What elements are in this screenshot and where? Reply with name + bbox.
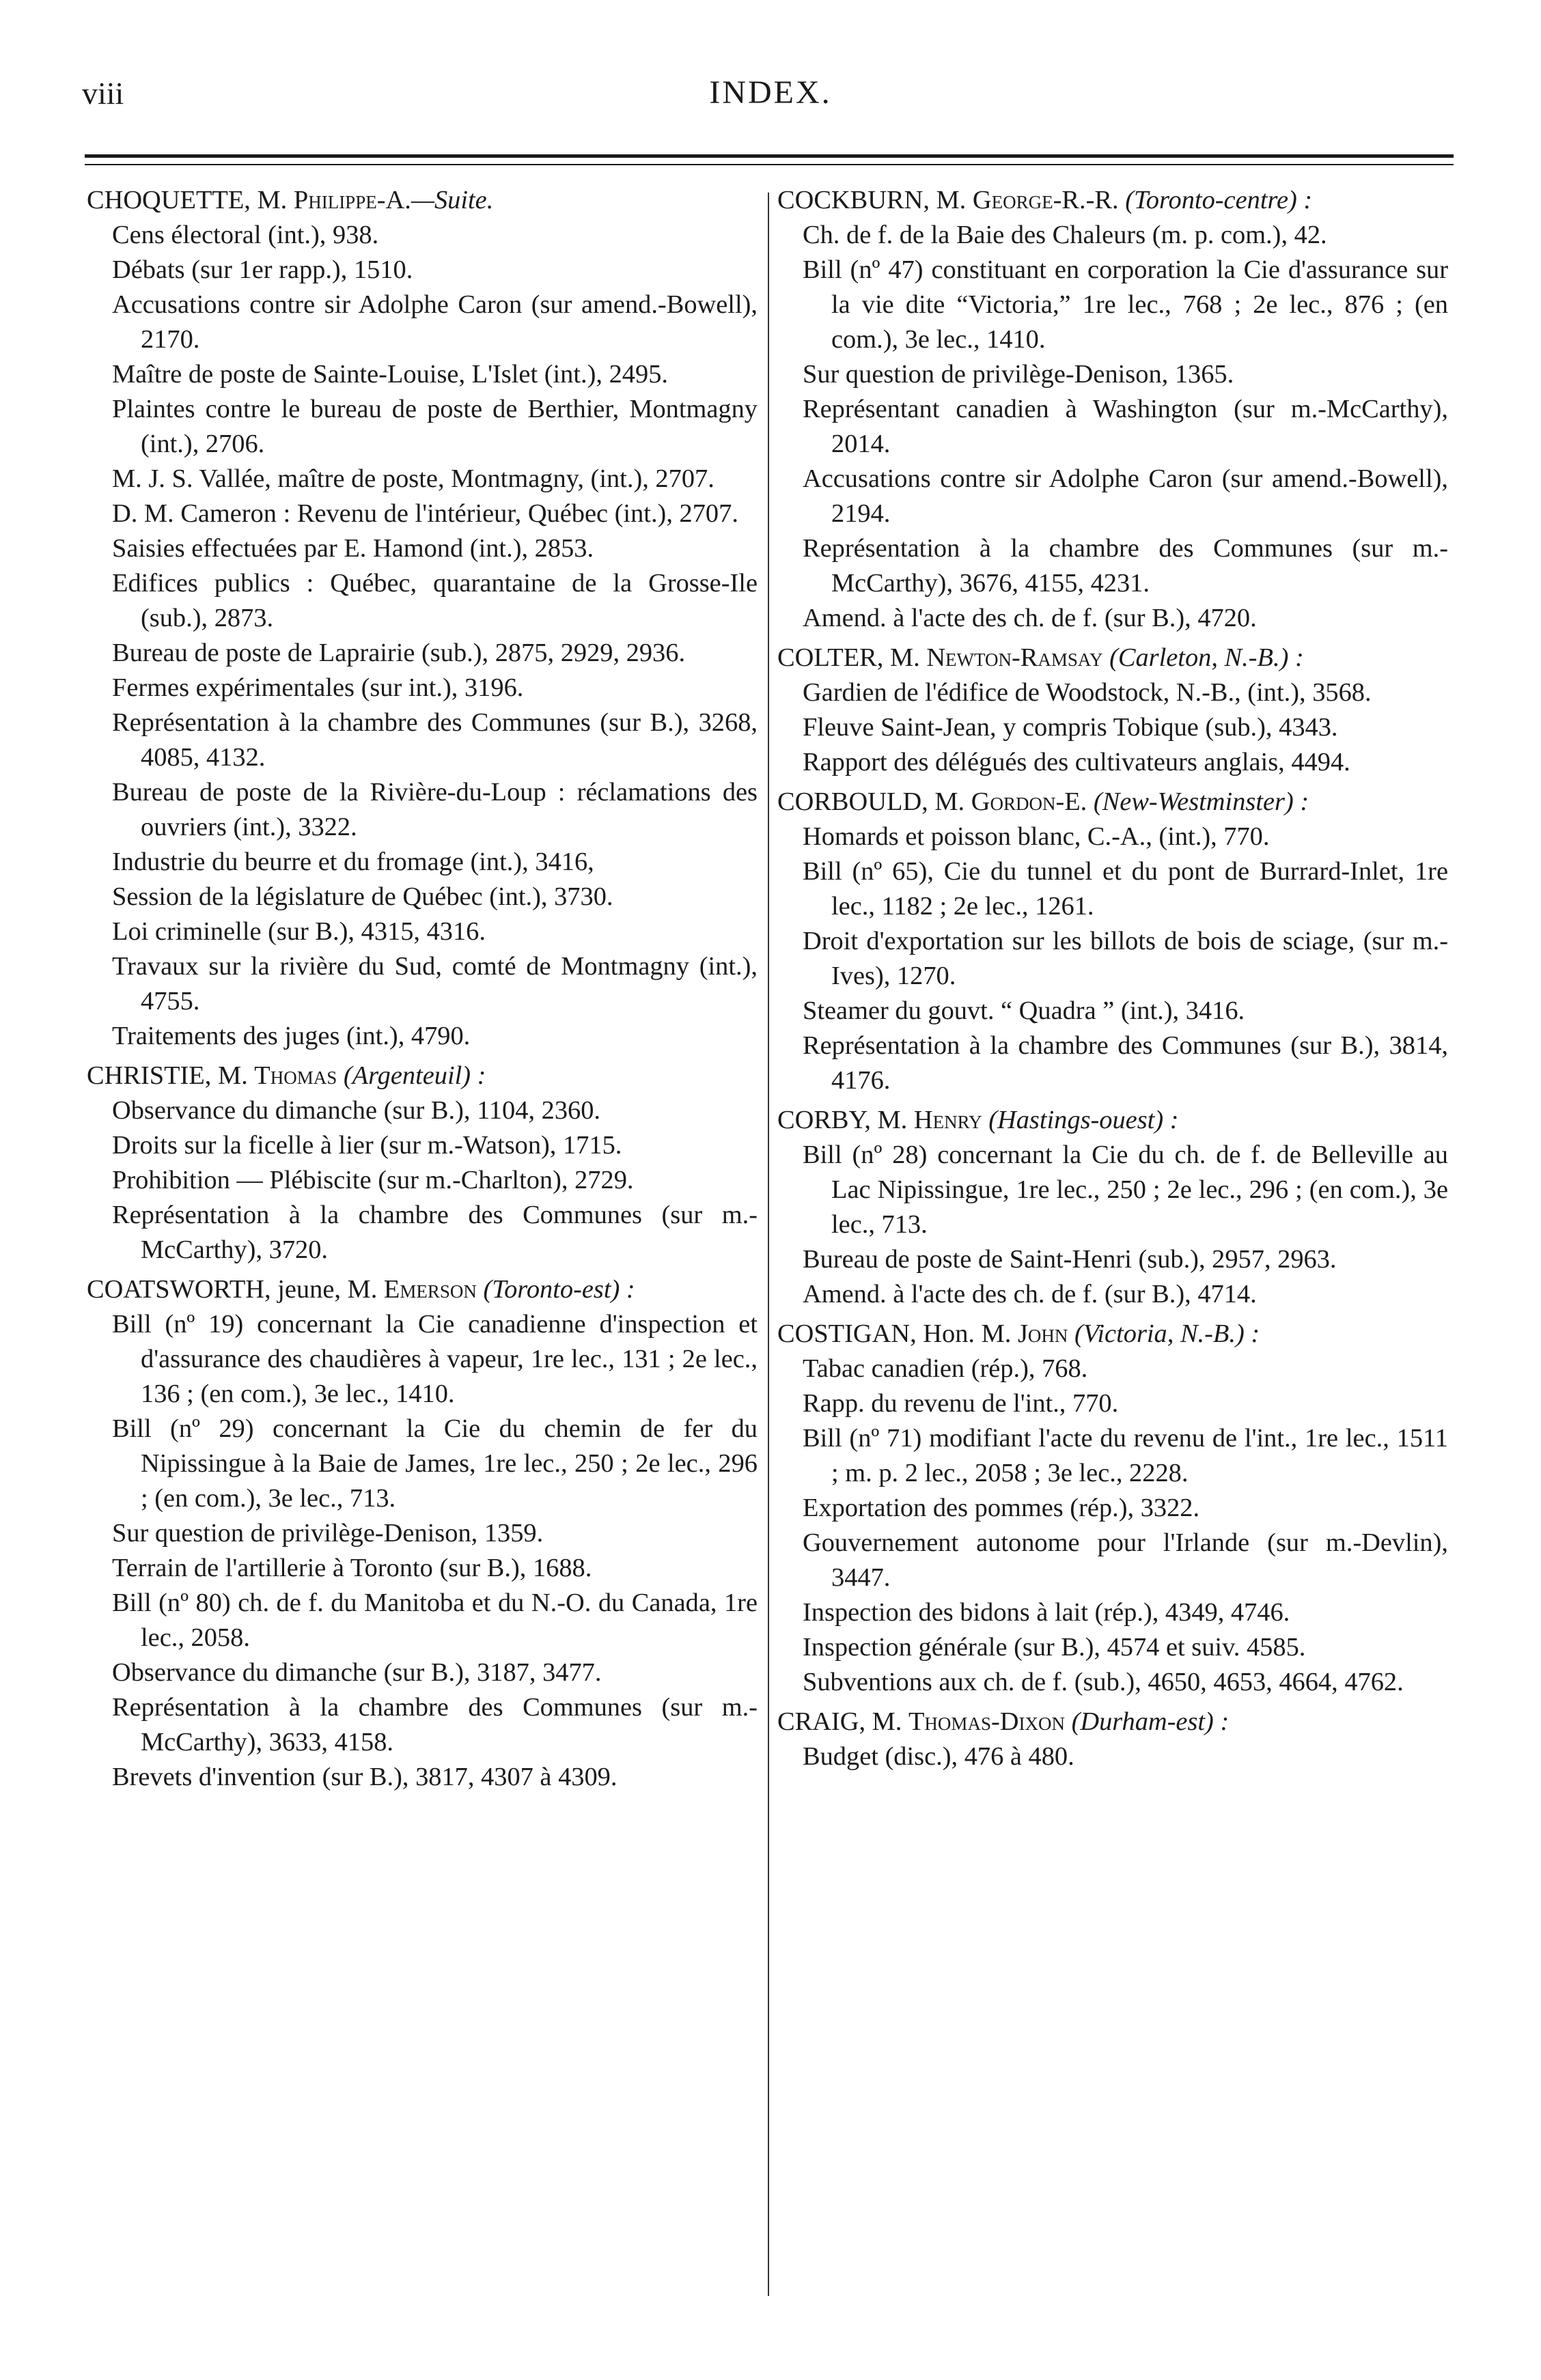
member-given-name: George-R.-R. [972,186,1119,214]
index-subentry: Accusations contre sir Adolphe Caron (sur amend.-Bowell), 2194. [803,464,1448,528]
left-column [87,183,758,1800]
index-subentry: Cens électoral (int.), 938. [112,221,379,249]
entry-heading [87,1272,758,1307]
index-subentry: Bill (nº 29) concernant la Cie du chemin de fer du Nipissingue à la Baie de James, 1re lec., 250 ; 2e lec., 296 ; (en com.), 3e lec., 713. [112,1414,758,1513]
member-given-name: Emerson [383,1275,477,1304]
index-subentry: Subventions aux ch. de f. (sub.), 4650, 4653, 4664, 4762. [803,1668,1404,1696]
index-subentry: Edifices publics : Québec, quarantaine de la Grosse-Ile (sub.), 2873. [112,569,758,632]
member-surname: CHRISTIE, M. [87,1061,248,1090]
index-entry [87,1272,758,1795]
right-column [777,183,1448,1779]
index-entry [777,785,1448,1098]
index-subentry: Amend. à l'acte des ch. de f. (sur B.), 4720. [803,604,1257,632]
index-subentry: Plaintes contre le bureau de poste de Berthier, Montmagny (int.), 2706. [112,395,758,458]
constituency: (Toronto-est) : [483,1275,635,1304]
index-entry [777,1317,1448,1700]
header-rule-thin [85,164,1454,165]
index-subentry: Bill (nº 65), Cie du tunnel et du pont de Burrard-Inlet, 1re lec., 1182 ; 2e lec., 1261. [803,857,1448,921]
index-subentry: Rapp. du revenu de l'int., 770. [803,1389,1119,1418]
index-subentry: Accusations contre sir Adolphe Caron (sur amend.-Bowell), 2170. [112,290,758,354]
index-subentry: Saisies effectuées par E. Hamond (int.), 2853. [112,534,594,563]
entry-heading [777,641,1448,675]
index-entry [777,1705,1448,1774]
entry-heading [777,1705,1448,1739]
index-subentry: Représentation à la chambre des Communes (sur m.-McCarthy), 3720. [112,1201,758,1264]
index-subentry: Traitements des juges (int.), 4790. [112,1022,471,1050]
constituency: (Argenteuil) : [343,1061,486,1090]
entry-heading [87,1059,758,1093]
constituency: (Durham-est) : [1071,1707,1230,1736]
index-subentry: Bureau de poste de la Rivière-du-Loup : réclamations des ouvriers (int.), 3322. [112,778,758,841]
index-subentry: Sur question de privilège-Denison, 1365. [803,360,1234,389]
index-subentry: Représentation à la chambre des Communes (sur B.), 3814, 4176. [803,1031,1448,1095]
entry-heading [777,785,1448,820]
index-subentry: Tabac canadien (rép.), 768. [803,1354,1088,1383]
index-subentry: Loi criminelle (sur B.), 4315, 4316. [112,917,486,946]
index-subentry: Gouvernement autonome pour l'Irlande (sur m.-Devlin), 3447. [803,1528,1448,1592]
constituency: (Toronto-centre) : [1125,186,1313,214]
index-subentry: Fleuve Saint-Jean, y compris Tobique (sub.), 4343. [803,713,1338,742]
index-subentry: Prohibition — Plébiscite (sur m.-Charlton), 2729. [112,1166,634,1194]
member-surname: COCKBURN, M. [777,186,967,214]
index-subentry: Inspection des bidons à lait (rép.), 4349, 4746. [803,1598,1290,1627]
index-subentry: Budget (disc.), 476 à 480. [803,1742,1074,1771]
index-subentry: M. J. S. Vallée, maître de poste, Montmagny, (int.), 2707. [112,464,714,493]
constituency: (Carleton, N.-B.) : [1109,643,1304,672]
index-subentry: Maître de poste de Sainte-Louise, L'Islet (int.), 2495. [112,360,668,389]
index-subentry: Observance du dimanche (sur B.), 1104, 2360. [112,1096,601,1125]
index-subentry: Droit d'exportation sur les billots de bois de sciage, (sur m.-Ives), 1270. [803,927,1448,990]
index-subentry: Représentation à la chambre des Communes (sur m.-McCarthy), 3676, 4155, 4231. [803,534,1448,598]
constituency: (New-Westminster) : [1093,787,1309,816]
member-surname: CORBOULD, M. [777,787,965,816]
index-subentry: Ch. de f. de la Baie des Chaleurs (m. p. com.), 42. [803,221,1327,249]
index-subentry: Exportation des pommes (rép.), 3322. [803,1494,1200,1522]
index-subentry: Droits sur la ficelle à lier (sur m.-Watson), 1715. [112,1131,622,1160]
index-subentry: Bureau de poste de Laprairie (sub.), 2875, 2929, 2936. [112,639,686,667]
page-number: viii [82,76,124,111]
running-title: INDEX. [709,74,832,111]
member-given-name: Thomas-Dixon [908,1707,1065,1736]
member-given-name: Henry [913,1106,982,1134]
member-surname: COSTIGAN, Hon. M. [777,1319,1012,1348]
index-subentry: Industrie du beurre et du fromage (int.), 3416, [112,848,594,876]
continuation-note: —Suite. [411,186,494,214]
constituency: (Victoria, N.-B.) : [1074,1319,1260,1348]
index-subentry: Bill (nº 19) concernant la Cie canadienne d'inspection et d'assurance des chaudières à vapeur, 1re lec., 131 ; 2e lec., 136 ; (en com.), 3e lec., 1410. [112,1310,758,1408]
index-subentry: Représentation à la chambre des Communes (sur m.-McCarthy), 3633, 4158. [112,1693,758,1756]
index-subentry: Session de la législature de Québec (int.), 3730. [112,882,613,911]
index-entry [777,641,1448,780]
entry-heading [777,183,1448,218]
member-surname: CORBY, M. [777,1106,908,1134]
index-subentry: Gardien de l'édifice de Woodstock, N.-B., (int.), 3568. [803,678,1372,707]
index-subentry: Travaux sur la rivière du Sud, comté de Montmagny (int.), 4755. [112,952,758,1016]
index-subentry: Bill (nº 28) concernant la Cie du ch. de f. de Belleville au Lac Nipissingue, 1re lec., 250 ; 2e lec., 296 ; (en com.), 3e lec., 713. [803,1140,1448,1239]
member-surname: CRAIG, M. [777,1707,902,1736]
constituency: (Hastings-ouest) : [988,1106,1179,1134]
index-subentry: Fermes expérimentales (sur int.), 3196. [112,673,524,702]
index-subentry: Sur question de privilège-Denison, 1359. [112,1519,544,1548]
index-subentry: Inspection générale (sur B.), 4574 et suiv. 4585. [803,1633,1306,1662]
index-subentry: Bill (nº 47) constituant en corporation la Cie d'assurance sur la vie dite “Victoria,” 1re lec., 768 ; 2e lec., 876 ; (en com.), 3e lec., 1410. [803,255,1448,354]
entry-heading [87,183,758,218]
column-divider [768,193,769,2296]
member-surname: CHOQUETTE, M. [87,186,288,214]
index-subentry: Amend. à l'acte des ch. de f. (sur B.), 4714. [803,1280,1257,1308]
index-entry [87,183,758,1054]
index-subentry: Terrain de l'artillerie à Toronto (sur B.), 1688. [112,1554,592,1582]
index-subentry: Rapport des délégués des cultivateurs anglais, 4494. [803,748,1350,776]
index-subentry: Bureau de poste de Saint-Henri (sub.), 2957, 2963. [803,1245,1337,1274]
member-surname: COLTER, M. [777,643,920,672]
index-subentry: D. M. Cameron : Revenu de l'intérieur, Québec (int.), 2707. [112,499,738,528]
index-entry [777,183,1448,636]
index-entry [777,1103,1448,1312]
member-given-name: Newton-Ramsay [926,643,1103,672]
entry-heading [777,1103,1448,1138]
index-entry [87,1059,758,1268]
index-subentry: Représentant canadien à Washington (sur m.-McCarthy), 2014. [803,395,1448,458]
index-subentry: Steamer du gouvt. “ Quadra ” (int.), 3416. [803,996,1245,1025]
index-subentry: Homards et poisson blanc, C.-A., (int.), 770. [803,822,1270,851]
index-subentry: Brevets d'invention (sur B.), 3817, 4307 à 4309. [112,1763,617,1791]
index-subentry: Bill (nº 80) ch. de f. du Manitoba et du N.-O. du Canada, 1re lec., 2058. [112,1588,758,1652]
member-given-name: Philippe-A. [293,186,411,214]
member-surname: COATSWORTH, jeune, M. [87,1275,378,1304]
member-given-name: Gordon-E. [971,787,1087,816]
entry-heading [777,1317,1448,1352]
index-subentry: Observance du dimanche (sur B.), 3187, 3477. [112,1658,602,1687]
index-subentry: Débats (sur 1er rapp.), 1510. [112,255,413,284]
index-subentry: Bill (nº 71) modifiant l'acte du revenu de l'int., 1re lec., 1511 ; m. p. 2 lec., 2058 ; 3e lec., 2228. [803,1424,1448,1487]
member-given-name: John [1017,1319,1068,1348]
header-rule-thick [85,154,1454,158]
member-given-name: Thomas [254,1061,337,1090]
index-subentry: Représentation à la chambre des Communes (sur B.), 3268, 4085, 4132. [112,708,758,772]
